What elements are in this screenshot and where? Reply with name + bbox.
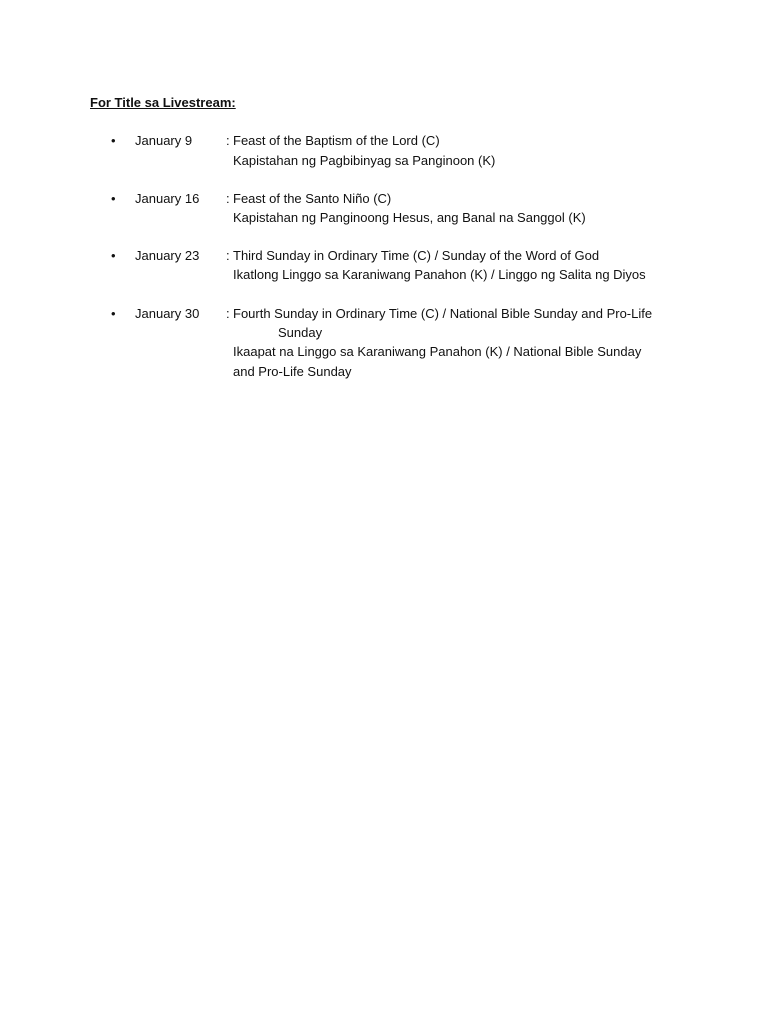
entry-colon: : [226,191,230,206]
entry-tagalog-title: Ikatlong Linggo sa Karaniwang Panahon (K) / Linggo ng Salita ng Diyos [233,267,646,282]
entry-tagalog-title: Ikaapat na Linggo sa Karaniwang Panahon (K) / National Bible Sunday [233,344,642,359]
bullet-icon: • [111,248,116,263]
entry-date: January 16 [135,191,200,206]
bullet-icon: • [111,306,116,321]
entry-english-title: Third Sunday in Ordinary Time (C) / Sunday of the Word of God [233,248,600,263]
entry-tagalog-title-continued: and Pro-Life Sunday [233,364,352,379]
entry-english-title-continued: Sunday [278,325,323,340]
entry-colon: : [226,306,230,321]
entry-colon: : [226,248,230,263]
entry-english-title: Fourth Sunday in Ordinary Time (C) / National Bible Sunday and Pro-Life [233,306,653,321]
entry-colon: : [226,133,230,148]
bullet-icon: • [111,191,116,206]
entry-tagalog-title: Kapistahan ng Pagbibinyag sa Panginoon (K) [233,153,496,168]
entry-date: January 30 [135,306,200,321]
bullet-icon: • [111,133,116,148]
document-heading: For Title sa Livestream: [90,95,236,110]
entry-tagalog-title: Kapistahan ng Panginoong Hesus, ang Banal na Sanggol (K) [233,210,586,225]
entry-date: January 9 [135,133,193,148]
entry-english-title: Feast of the Baptism of the Lord (C) [233,133,440,148]
entry-english-title: Feast of the Santo Niño (C) [233,191,392,206]
entry-date: January 23 [135,248,200,263]
